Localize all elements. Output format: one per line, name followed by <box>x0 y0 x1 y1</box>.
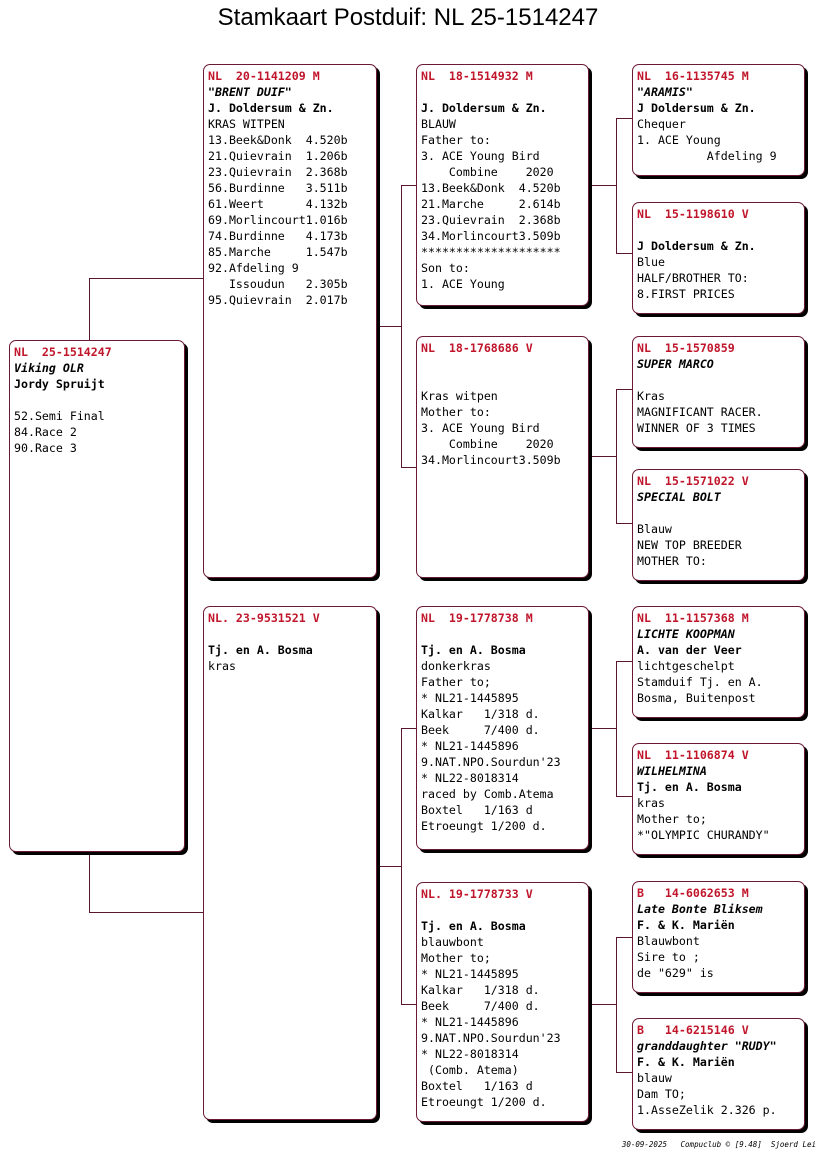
card-subject[interactable] <box>9 340 185 852</box>
card-text-line: Boxtel 1/163 d <box>421 1079 533 1093</box>
card-text-line: 13.Beek&Donk 4.520b <box>421 181 561 195</box>
card-text-line: kras <box>208 659 236 673</box>
footer-credit: 30-09-2025 Compuclub © [9.48] Sjoerd Lei <box>621 1140 816 1149</box>
card-text-line: Mother to; <box>421 951 491 965</box>
card-text-line: lichtgeschelpt <box>637 659 735 673</box>
connector <box>616 118 633 119</box>
card-text-line: * NL21-1445896 <box>421 739 519 753</box>
card-text-line: Combine 2020 <box>421 437 554 451</box>
pigeon-name: Viking OLR <box>14 361 84 375</box>
card-text-line: Mother to; <box>637 812 707 826</box>
card-granddam-maternal[interactable] <box>416 882 589 1122</box>
connector <box>401 467 417 468</box>
card-text-line: raced by Comb.Atema <box>421 787 554 801</box>
card-text-line: Blue <box>637 255 665 269</box>
card-text-line: Etroeungt 1/200 d. <box>421 1095 547 1109</box>
card-text-line: 95.Quievrain 2.017b <box>208 293 348 307</box>
breeder-name: F. & K. Mariën <box>637 918 735 932</box>
card-text-line: Mother to: <box>421 405 491 419</box>
connector <box>589 456 616 457</box>
card-text-line <box>208 626 372 642</box>
breeder-name: J. Doldersum & Zn. <box>208 101 334 115</box>
card-text-line: 92.Afdeling 9 <box>208 261 299 275</box>
card-text-line: Kras <box>637 389 665 403</box>
card-grandsire-paternal[interactable] <box>416 64 589 306</box>
pigeon-name: LICHTE KOOPMAN <box>637 627 735 641</box>
connector <box>616 389 633 390</box>
breeder-name: J Doldersum & Zn. <box>637 101 756 115</box>
page-title: Stamkaart Postduif: NL 25-1514247 <box>217 4 599 31</box>
connector <box>377 866 401 867</box>
card-text-line: 23.Quievrain 2.368b <box>208 165 348 179</box>
card-text-line: Dam TO; <box>637 1087 686 1101</box>
card-text-line <box>637 222 800 238</box>
card-grandsire-maternal[interactable] <box>416 606 589 850</box>
card-text-line: * NL22-8018314 <box>421 771 519 785</box>
card-text-line: Son to: <box>421 261 470 275</box>
card-text-line: * NL21-1445895 <box>421 691 519 705</box>
ring-number: NL 15-1198610 V <box>637 207 749 221</box>
card-text-line: Stamduif Tj. en A. <box>637 675 763 689</box>
card-text-line: Bosma, Buitenpost <box>637 691 756 705</box>
card-text-line: 1. ACE Young <box>421 277 505 291</box>
card-text-line <box>421 372 584 388</box>
card-text-line <box>421 84 584 100</box>
card-text-line: 85.Marche 1.547b <box>208 245 348 259</box>
connector <box>616 937 633 938</box>
card-text-line: 8.FIRST PRICES <box>637 287 735 301</box>
connector <box>589 185 616 186</box>
breeder-name: Tj. en A. Bosma <box>421 643 526 657</box>
card-text-line: * NL21-1445895 <box>421 967 519 981</box>
card-text-line: 74.Burdinne 4.173b <box>208 229 348 243</box>
card-text-line: blauw <box>637 1071 672 1085</box>
connector <box>377 326 401 327</box>
ring-number: NL 18-1768686 V <box>421 341 533 355</box>
connector <box>616 937 617 1072</box>
card-text-line: *"OLYMPIC CHURANDY" <box>637 828 770 842</box>
card-text-line: Blauwbont <box>637 934 700 948</box>
card-text-line: 90.Race 3 <box>14 441 77 455</box>
card-text-line: Issoudun 2.305b <box>208 277 348 291</box>
card-text-line: * NL22-8018314 <box>421 1047 519 1061</box>
card-text-line <box>421 356 584 372</box>
card-text-line: 69.Morlincourt1.016b <box>208 213 348 227</box>
card-ggdam-2[interactable] <box>632 469 805 581</box>
breeder-name: J Doldersum & Zn. <box>637 239 756 253</box>
card-text-line <box>421 902 584 918</box>
connector <box>89 912 204 913</box>
card-text-line: Kalkar 1/318 d. <box>421 983 540 997</box>
pigeon-name: SPECIAL BOLT <box>637 490 721 504</box>
card-text-line: MAGNIFICANT RACER. <box>637 405 763 419</box>
card-text-line: HALF/BROTHER TO: <box>637 271 749 285</box>
ring-number: NL 25-1514247 <box>14 345 112 359</box>
card-text-line: blauwbont <box>421 935 484 949</box>
connector <box>401 185 417 186</box>
card-ggsire-3[interactable] <box>632 606 805 718</box>
card-text-line: 84.Race 2 <box>14 425 77 439</box>
pigeon-name: granddaughter "RUDY" <box>637 1039 777 1053</box>
ring-number: NL. 23-9531521 V <box>208 611 320 625</box>
card-text-line: 61.Weert 4.132b <box>208 197 348 211</box>
card-text-line: WINNER OF 3 TIMES <box>637 421 756 435</box>
card-text-line: Blauw <box>637 522 672 536</box>
connector <box>89 278 90 340</box>
connector <box>401 728 417 729</box>
ring-number: NL 11-1106874 V <box>637 748 749 762</box>
card-ggsire-1[interactable] <box>632 64 805 176</box>
card-text-line: * NL21-1445896 <box>421 1015 519 1029</box>
connector <box>616 661 617 796</box>
ring-number: NL. 19-1778733 V <box>421 887 533 901</box>
card-text-line: 34.Morlincourt3.509b <box>421 229 561 243</box>
connector <box>616 523 633 524</box>
pigeon-name: Late Bonte Bliksem <box>637 902 763 916</box>
card-text-line: Etroeungt 1/200 d. <box>421 819 547 833</box>
breeder-name: Tj. en A. Bosma <box>421 919 526 933</box>
card-ggdam-4[interactable] <box>632 1018 805 1130</box>
card-text-line: 34.Morlincourt3.509b <box>421 453 561 467</box>
card-text-line: 3. ACE Young Bird <box>421 149 540 163</box>
card-text-line: Sire to ; <box>637 950 700 964</box>
card-text-line: NEW TOP BREEDER <box>637 538 742 552</box>
card-text-line: 1.AsseZelik 2.326 p. <box>637 1103 777 1117</box>
connector <box>616 661 633 662</box>
card-text-line: ******************** <box>421 245 561 259</box>
ring-number: NL 11-1157368 M <box>637 611 749 625</box>
ring-number: NL 19-1778738 M <box>421 611 533 625</box>
breeder-name: J. Doldersum & Zn. <box>421 101 547 115</box>
card-text-line: 9.NAT.NPO.Sourdun'23 <box>421 755 561 769</box>
pigeon-name: "BRENT DUIF" <box>208 85 292 99</box>
breeder-name: A. van der Veer <box>637 643 742 657</box>
card-text-line: 3. ACE Young Bird <box>421 421 540 435</box>
card-text-line: Kalkar 1/318 d. <box>421 707 540 721</box>
connector <box>616 1072 633 1073</box>
card-text-line: 21.Marche 2.614b <box>421 197 561 211</box>
connector <box>589 1004 616 1005</box>
connector <box>401 1004 417 1005</box>
card-text-line: (Comb. Atema) <box>421 1063 519 1077</box>
card-text-line: BLAUW <box>421 117 456 131</box>
card-text-line: 1. ACE Young <box>637 133 721 147</box>
card-text-line: kras <box>637 796 665 810</box>
connector <box>616 118 617 253</box>
card-text-line <box>637 505 800 521</box>
card-text-line <box>14 392 180 408</box>
card-text-line: Afdeling 9 <box>637 149 777 163</box>
card-text-line: 23.Quievrain 2.368b <box>421 213 561 227</box>
card-text-line: Boxtel 1/163 d <box>421 803 533 817</box>
card-text-line: MOTHER TO: <box>637 554 707 568</box>
card-ggdam-1[interactable] <box>632 202 805 314</box>
ring-number: NL 20-1141209 M <box>208 69 320 83</box>
ring-number: NL 16-1135745 M <box>637 69 749 83</box>
connector <box>589 728 616 729</box>
connector <box>616 253 633 254</box>
breeder-name: Jordy Spruijt <box>14 377 105 391</box>
connector <box>401 728 402 1004</box>
card-text-line: Father to: <box>421 133 491 147</box>
card-ggdam-3[interactable] <box>632 743 805 855</box>
connector <box>616 389 617 523</box>
card-text-line: Beek 7/400 d. <box>421 999 540 1013</box>
card-mother[interactable] <box>203 606 377 1120</box>
card-text-line <box>421 626 584 642</box>
card-text-line: Kras witpen <box>421 389 498 403</box>
card-text-line: Combine 2020 <box>421 165 554 179</box>
ring-number: NL 15-1570859 <box>637 341 735 355</box>
card-text-line: 56.Burdinne 3.511b <box>208 181 348 195</box>
card-father[interactable] <box>203 64 377 578</box>
card-granddam-paternal[interactable] <box>416 336 589 578</box>
card-text-line: KRAS WITPEN <box>208 117 285 131</box>
card-ggsire-4[interactable] <box>632 881 805 993</box>
connector <box>401 185 402 467</box>
card-text-line: 9.NAT.NPO.Sourdun'23 <box>421 1031 561 1045</box>
connector <box>616 796 633 797</box>
card-text-line: Chequer <box>637 117 686 131</box>
card-text-line: Father to; <box>421 675 491 689</box>
ring-number: NL 18-1514932 M <box>421 69 533 83</box>
card-ggsire-2[interactable] <box>632 336 805 448</box>
breeder-name: Tj. en A. Bosma <box>208 643 313 657</box>
breeder-name: Tj. en A. Bosma <box>637 780 742 794</box>
pigeon-name: SUPER MARCO <box>637 357 714 371</box>
ring-number: B 14-6062653 M <box>637 886 749 900</box>
card-text-line: donkerkras <box>421 659 491 673</box>
card-text-line: 13.Beek&Donk 4.520b <box>208 133 348 147</box>
pigeon-name: WILHELMINA <box>637 764 707 778</box>
breeder-name: F. & K. Mariën <box>637 1055 735 1069</box>
connector <box>89 278 204 279</box>
ring-number: NL 15-1571022 V <box>637 474 749 488</box>
card-text-line: Beek 7/400 d. <box>421 723 540 737</box>
ring-number: B 14-6215146 V <box>637 1023 749 1037</box>
card-text-line: 21.Quievrain 1.206b <box>208 149 348 163</box>
pigeon-name: "ARAMIS" <box>637 85 693 99</box>
card-text-line: de "629" is <box>637 966 714 980</box>
card-text-line: 52.Semi Final <box>14 409 105 423</box>
connector <box>89 852 90 912</box>
card-text-line <box>637 372 800 388</box>
